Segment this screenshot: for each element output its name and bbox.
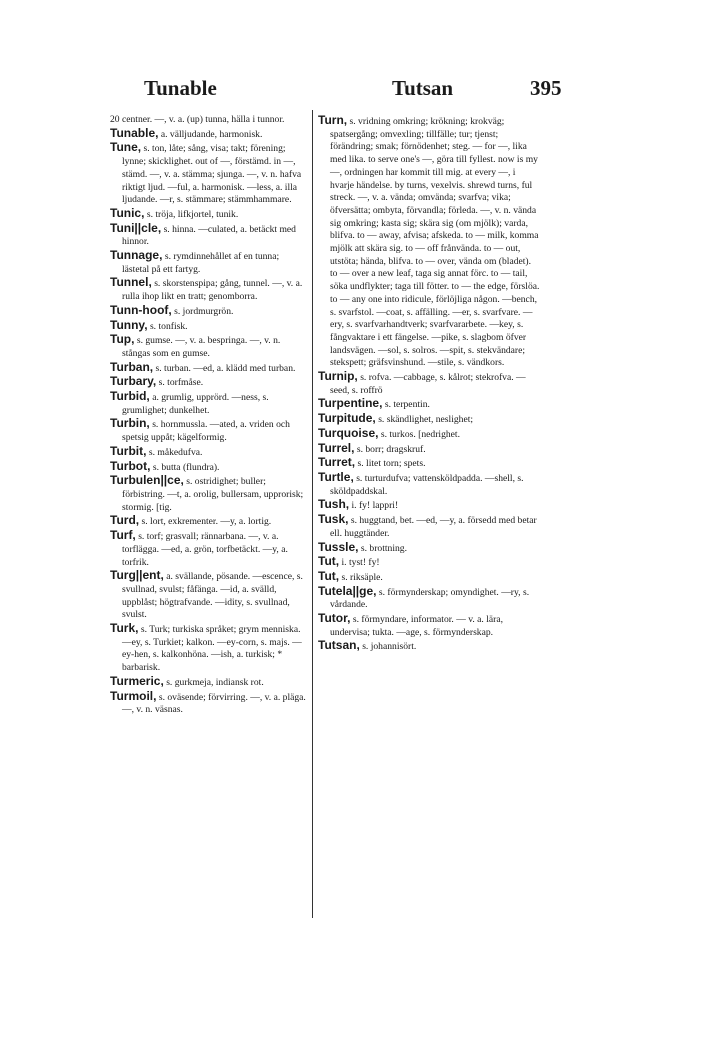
dictionary-entry bbox=[110, 445, 308, 460]
headword: Tunnage, bbox=[110, 248, 163, 263]
dictionary-entry bbox=[110, 304, 308, 319]
definition: s. rymdinnehållet af en tunna; lästetal på ett fartyg. bbox=[122, 251, 280, 275]
definition: s. skorstenspipa; gång, tunnel. —, v. a. rulla ihop likt en tratt; genomborra. bbox=[122, 278, 303, 303]
running-head-right: Tutsan bbox=[392, 76, 454, 100]
dictionary-entry bbox=[318, 427, 540, 442]
headword: Tunic, bbox=[110, 205, 145, 220]
dictionary-entry bbox=[110, 375, 308, 390]
headword: Turd, bbox=[110, 513, 140, 528]
headword: Turret, bbox=[318, 455, 356, 470]
running-head-left: Tunable bbox=[144, 76, 217, 100]
dictionary-entry bbox=[110, 127, 308, 142]
definition: s. jordmurgrön. bbox=[174, 305, 234, 317]
headword: Tune, bbox=[110, 140, 142, 155]
dictionary-entry bbox=[110, 569, 308, 622]
definition: s. måkedufva. bbox=[148, 446, 203, 458]
headword: Tut, bbox=[318, 554, 340, 569]
definition: s. Turk; turkiska språket; grym menniska. —ey, s. Turkiet; kalkon. —ey-corn, s. majs. —ey-hen, s. kalkonhöna. —ish, a. turkisk; * barbarisk. bbox=[122, 624, 302, 674]
definition: i. tyst! fy! bbox=[341, 557, 380, 569]
headword: Tusk, bbox=[318, 512, 349, 527]
right-column bbox=[318, 114, 540, 654]
definition: s. förmynderskap; omyndighet. —ry, s. vårdande. bbox=[330, 586, 530, 611]
dictionary-entry bbox=[110, 622, 308, 675]
definition: s. litet torn; spets. bbox=[357, 458, 426, 470]
dictionary-entry bbox=[318, 456, 540, 471]
definition: s. hornmussla. —ated, a. vriden och spetsig uppåt; kägelformig. bbox=[122, 419, 290, 444]
dictionary-entry bbox=[318, 541, 540, 556]
definition: s. gumse. —, v. a. bespringa. —, v. n. stångas som en gumse. bbox=[122, 335, 281, 359]
headword: Turrel, bbox=[318, 440, 355, 455]
headword: Tunnel, bbox=[110, 275, 152, 290]
headword: Tut, bbox=[318, 568, 340, 583]
dictionary-entry bbox=[110, 276, 308, 303]
headword: Turn, bbox=[318, 113, 348, 127]
headword: Turnip, bbox=[318, 369, 358, 384]
headword: Turbid, bbox=[110, 389, 150, 404]
definition: s. borr; dragskruf. bbox=[356, 443, 426, 455]
definition: i. fy! lappri! bbox=[351, 500, 399, 512]
definition: s. terpentin. bbox=[384, 399, 430, 411]
definition: s. tröja, lifkjortel, tunik. bbox=[146, 208, 239, 220]
headword: Tunable, bbox=[110, 125, 159, 140]
dictionary-entry bbox=[318, 442, 540, 457]
headword: Tuni||cle, bbox=[110, 220, 162, 235]
definition: s. tonfisk. bbox=[149, 320, 188, 332]
headword: Turbulen||ce, bbox=[110, 473, 184, 488]
definition: s. skändlighet, neslighet; bbox=[378, 414, 474, 426]
dictionary-entry bbox=[318, 585, 540, 612]
headword: Turbot, bbox=[110, 458, 151, 473]
dictionary-entry bbox=[110, 514, 308, 529]
headword: Tutsan, bbox=[318, 638, 360, 653]
definition: s. brottning. bbox=[360, 542, 407, 554]
left-column bbox=[110, 114, 308, 717]
headword: Turquoise, bbox=[318, 425, 379, 440]
headword: Turpentine, bbox=[318, 396, 383, 411]
headword: Tutela||ge, bbox=[318, 583, 377, 598]
headword: Turbit, bbox=[110, 443, 147, 458]
dictionary-entry bbox=[318, 498, 540, 513]
dictionary-entry bbox=[318, 639, 540, 654]
headword: Tunn-hoof, bbox=[110, 302, 172, 317]
headword: Tup, bbox=[110, 332, 135, 347]
dictionary-entry bbox=[318, 370, 540, 397]
definition: s. hinna. —culated, a. betäckt med hinnor. bbox=[122, 223, 296, 248]
dictionary-entry bbox=[318, 397, 540, 412]
headword: Tussle, bbox=[318, 539, 359, 554]
definition: s. oväsende; förvirring. —, v. a. pläga. —, v. n. väsnas. bbox=[122, 691, 306, 716]
dictionary-entry bbox=[110, 333, 308, 360]
headword: Turpitude, bbox=[318, 411, 376, 426]
dictionary-entry bbox=[318, 412, 540, 427]
dictionary-entry bbox=[110, 319, 308, 334]
page-number: 395 bbox=[530, 76, 562, 100]
definition: s. förmyndare, informator. — v. a. lära, undervisa; tukta. —age, s. förmynderskap. bbox=[330, 614, 504, 638]
definition: s. ton, låte; sång, visa; takt; förening; lynne; skicklighet. out of —, förstämd. in —, stämd. —, v. a. stämma; sjunga. —, v. n. hafva riktigt ljud. —ful, a. harmonisk. —less, a. illa ljudande. —r, s. stämmare; stämmhammare. bbox=[122, 143, 302, 206]
dictionary-entry bbox=[110, 417, 308, 444]
dictionary-entry bbox=[110, 690, 308, 717]
definition: s. riksäple. bbox=[341, 571, 383, 583]
dictionary-entry bbox=[110, 529, 308, 569]
headword: Turf, bbox=[110, 528, 136, 543]
definition: s. lort, exkrementer. —y, a. lortig. bbox=[141, 516, 272, 528]
dictionary-entry bbox=[318, 570, 540, 585]
definition: s. torf; grasvall; rännarbana. —, v. a. torflägga. —ed, a. grön, torfbetäckt. —y, a. torfrik. bbox=[122, 531, 288, 568]
definition: a. svällande, pösande. —escence, s. svullnad, svulst; fåfänga. —id, a. svälld, uppblåst; högtrafvande. —idity, s. svullnad, svulst. bbox=[122, 571, 303, 621]
definition: s. rofva. —cabbage, s. kålrot; stekrofva. —seed, s. roffrö bbox=[330, 372, 526, 396]
headword: Turbin, bbox=[110, 416, 150, 431]
definition: s. gurkmeja, indiansk rot. bbox=[166, 676, 264, 688]
headword: Tunny, bbox=[110, 317, 148, 332]
headword: Turg||ent, bbox=[110, 568, 164, 583]
dictionary-entry bbox=[110, 675, 308, 690]
dictionary-entry bbox=[110, 249, 308, 276]
dictionary-entry bbox=[110, 474, 308, 514]
dictionary-entry bbox=[318, 471, 540, 498]
definition: a. välljudande, harmonisk. bbox=[160, 128, 263, 140]
dictionary-entry bbox=[110, 460, 308, 475]
headword: Turmoil, bbox=[110, 688, 157, 703]
definition: s. torfmåse. bbox=[158, 377, 204, 389]
definition: s. butta (flundra). bbox=[152, 461, 220, 473]
definition: s. turturdufva; vattensköldpadda. —shell, s. sköldpaddskal. bbox=[330, 472, 524, 497]
definition: a. grumlig, upprörd. —ness, s. grumlighet; dunkelhet. bbox=[122, 392, 269, 416]
definition: s. johannisört. bbox=[362, 641, 417, 653]
headword: Turban, bbox=[110, 359, 154, 374]
dictionary-entry bbox=[318, 555, 540, 570]
dictionary-entry bbox=[110, 361, 308, 376]
definition: s. turkos. [nedrighet. bbox=[380, 428, 460, 440]
definition: s. turban. —ed, a. klädd med turban. bbox=[155, 362, 296, 374]
dictionary-entry bbox=[110, 207, 308, 222]
definition: s. huggtand, bet. —ed, —y, a. försedd med betar ell. huggtänder. bbox=[330, 515, 537, 539]
headword: Tutor, bbox=[318, 611, 351, 626]
headword: Tush, bbox=[318, 497, 350, 512]
definition: s. vridning omkring; krökning; krokväg; spatsergång; omvexling; tillfälle; tur; tjenst; förändring; smak; förnödenhet; steg. — for —, lika med lika. to serve one's —, göra till fyllest. now is my —, ordningen har kommit till mig. at every —, i hvarje händelse. by turns, vexelvis. shrewd turns, ful streck. —, v. a. vända; omvända; svarfva; vika; öfversätta; ombyta, förvandla; förleda. —, v. n. vända sig omkring; kasta sig; skära sig (om mjölk); varda, blifva. to — away, afvisa; afskeda. to — milk, komma mjölk att skära sig. to — off frånvända. to — out, utstöta; hända, blifva. to — over, vända om (bladet). to — over a new leaf, taga sig annat förc. to — tail, söka undflykter; taga till fötter. to — the edge, förslöa. to — any one into ridicule, förlöjliga någon. —bench, s. svarfstol. —coat, s. affälling. —er, s. svarfvare. —ery, s. svarfvarhandtverk; svarfvararbete. —key, s. fångvaktare i ett fängelse. —pike, s. slagbom öfver landsvägen. —sol, s. solros. —spit, s. stekvändare; stekspett; gräfsvinshund. —stile, s. vändkors. bbox=[330, 116, 540, 369]
headword: Turk, bbox=[110, 621, 139, 636]
definition: s. ostridighet; buller; förbistring. —t, a. orolig, bullersam, upprorisk; stormig. [tig. bbox=[122, 476, 304, 513]
headword: Turtle, bbox=[318, 469, 354, 484]
dictionary-entry bbox=[318, 513, 540, 540]
headword: Turmeric, bbox=[110, 673, 164, 688]
dictionary-entry bbox=[110, 141, 308, 207]
dictionary-entry bbox=[318, 114, 540, 370]
column-divider bbox=[312, 110, 313, 918]
dictionary-entry bbox=[110, 222, 308, 249]
headword: Turbary, bbox=[110, 374, 157, 389]
dictionary-entry bbox=[110, 390, 308, 417]
definition: 20 centner. —, v. a. (up) tunna, hälla i tunnor. bbox=[110, 114, 285, 125]
dictionary-entry bbox=[318, 612, 540, 639]
